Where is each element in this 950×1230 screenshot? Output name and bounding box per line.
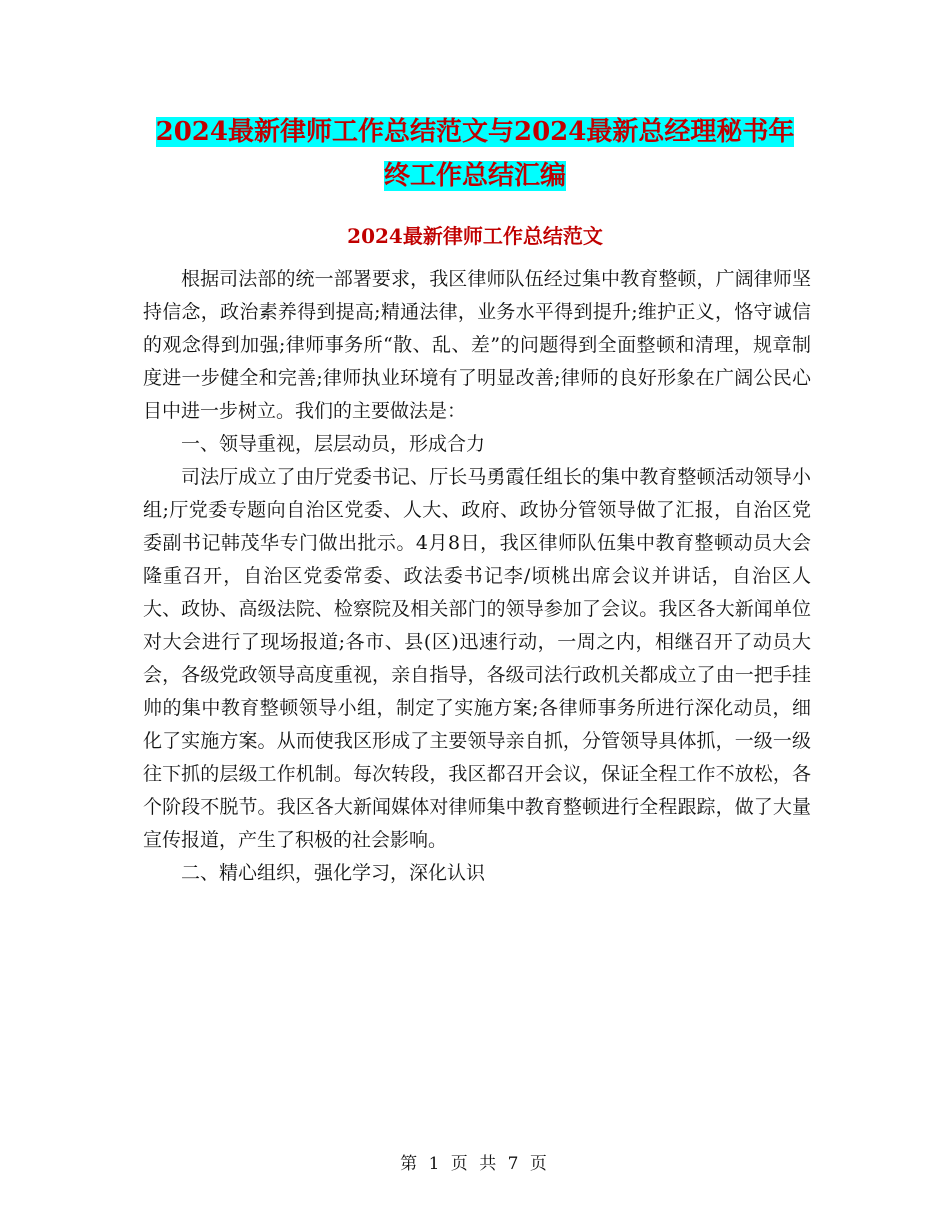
document-title bbox=[150, 110, 800, 198]
heading-one: 一、领导重视，层层动员，形成合力 bbox=[181, 433, 486, 455]
paragraph-intro: 根据司法部的统一部署要求，我区律师队伍经过集中教育整顿，广阔律师坚持信念，政治素养得到提高;精通法律，业务水平得到提升;维护正义，恪守诚信的观念得到加强;律师事务所“散、乱、差”的问题得到全面整顿和清理，规章制度进一步健全和完善;律师执业环境有了明显改善;律师的良好形象在广阔公民心目中进一步树立。我们的主要做法是： bbox=[143, 268, 811, 422]
section-title: 2024最新律师工作总结范文 bbox=[347, 224, 603, 248]
document-title-text: 2024最新律师工作总结范文与2024最新总经理秘书年终工作总结汇编 bbox=[155, 117, 795, 191]
heading-two: 二、精心组织，强化学习，深化认识 bbox=[181, 862, 486, 884]
page-footer: 第 1 页 共 7 页 bbox=[400, 1154, 550, 1174]
document-body bbox=[143, 263, 811, 890]
paragraph-leadership: 司法厅成立了由厅党委书记、厅长马勇霞任组长的集中教育整顿活动领导小组;厅党委专题向自治区党委、人大、政府、政协分管领导做了汇报，自治区党委副书记韩茂华专门做出批示。4月8日，我区律师队伍集中教育整顿动员大会隆重召开，自治区党委常委、政法委书记李/顷桃出席会议并讲话，自治区人大、政协、高级法院、检察院及相关部门的领导参加了会议。我区各大新闻单位对大会进行了现场报道;各市、县(区)迅速行动，一周之内，相继召开了动员大会，各级党政领导高度重视，亲自指导，各级司法行政机关都成立了由一把手挂帅的集中教育整顿领导小组，制定了实施方案;各律师事务所进行深化动员，细化了实施方案。从而使我区形成了主要领导亲自抓，分管领导具体抓，一级一级往下抓的层级工作机制。每次转段，我区都召开会议，保证全程工作不放松，各个阶段不脱节。我区各大新闻媒体对律师集中教育整顿进行全程跟踪，做了大量宣传报道，产生了积极的社会影响。 bbox=[143, 466, 811, 851]
